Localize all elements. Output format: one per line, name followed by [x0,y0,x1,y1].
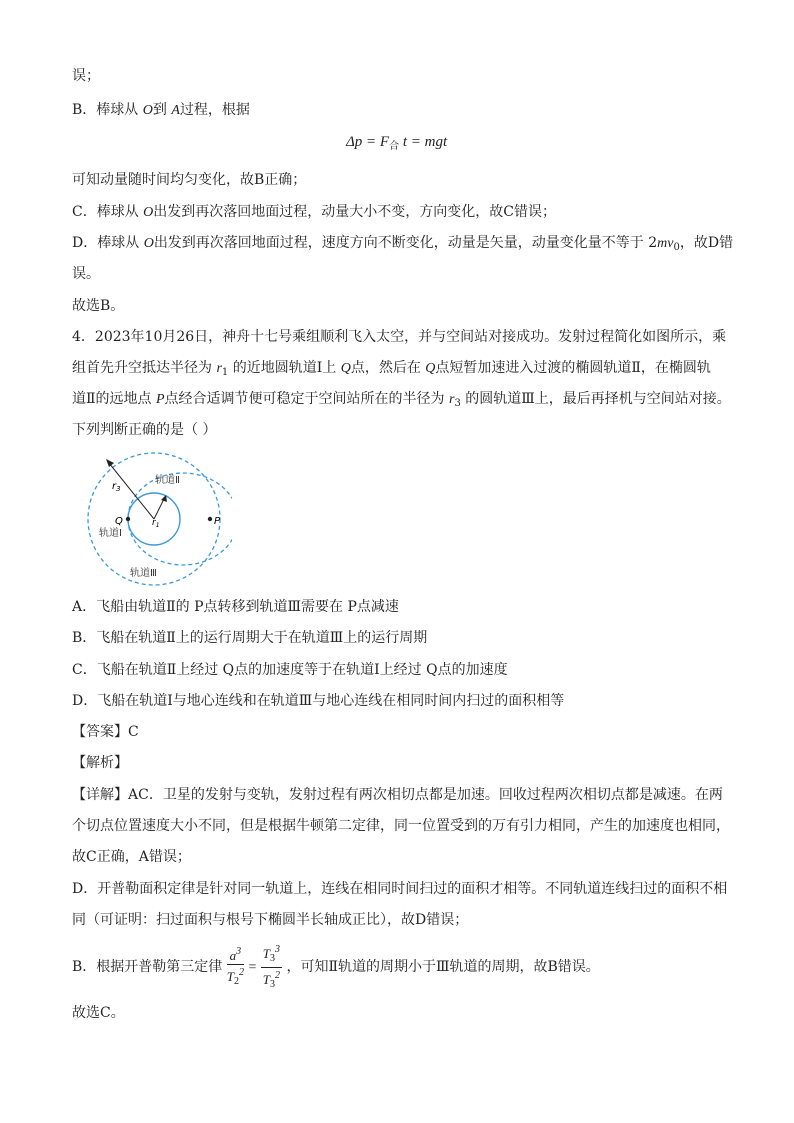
prev-option-d-cont: 误。 [72,266,100,282]
label-q: Q [115,516,123,527]
q4-line4: 下列判断正确的是（ ） [72,422,217,438]
analysis-p3: B．根据开普勒第三定律 $\frac{a^3}{T_2^2}$ = $\frac{T_3^3}{T_3^2}$ ，可知Ⅱ轨道的周期小于Ⅲ轨道的周期，故B错误。 [72,940,600,995]
label-r3: $r_3$ [112,481,121,493]
point-q-dot [126,517,130,521]
orbit-diagram [72,452,232,586]
prev-choose: 故选B。 [72,298,125,314]
q4-line2: 组首先升空抵达半径为 $r_1$ 的近地圆轨道Ⅰ上 Q点，然后在 Q点短暂加速进入过渡的椭圆轨道Ⅱ，在椭圆轨 [72,360,711,378]
r1-arrowhead [161,495,167,502]
r3-arrowhead [106,459,114,467]
answer-value: C [128,724,139,740]
analysis-p1-l2: 个切点位置速度大小不同，但是根据牛顿第二定律，同一位置受到的万有引力相同，产生的加速度也相同， [72,818,730,834]
answer-line [72,722,139,742]
label-r1: $r_1$ [152,518,160,529]
prev-option-c: C．棒球从 O出发到再次落回地面过程，动量大小不变，方向变化，故C错误； [72,204,557,220]
option-d: D．飞船在轨道Ⅰ与地心连线和在轨道Ⅲ与地心连线在相同时间内扫过的面积相等 [72,693,565,709]
label-p: P [214,516,221,527]
analysis-p1-l3: 故C正确，A错误； [72,849,191,865]
label-orbit-1: 轨道Ⅰ [99,528,122,539]
point-p-dot [208,517,212,521]
label-orbit-3: 轨道Ⅲ [130,568,157,579]
analysis-p2-l2: 同（可证明：扫过面积与根号下椭圆半长轴成正比），故D错误； [72,912,469,928]
option-c: C．飞船在轨道Ⅱ上经过 Q点的加速度等于在轨道Ⅰ上经过 Q点的加速度 [72,662,508,678]
q4-line1: 4．2023年10月26日，神舟十七号乘组顺利飞入太空，并与空间站对接成功。发射过程简化如图所示，乘 [72,329,727,345]
answer-tag: 【答案】 [72,724,128,740]
prev-option-d: D．棒球从 O出发到再次落回地面过程，速度方向不断变化，动量是矢量，动量变化量不等于 $2mv_0$，故D错 [72,235,734,253]
r1-radius-arrow [154,499,164,519]
prev-tail: 误； [72,68,100,84]
q4-line3: 道Ⅱ的远地点 P点经合适调节便可稳定于空间站所在的半径为 $r_3$ 的圆轨道Ⅲ上，最后再择机与空间站对接。 [72,391,731,409]
analysis-choose: 故选C。 [72,1005,125,1021]
kepler-fraction-right: $\frac{T_3^3}{T_3^2}$ [262,943,281,990]
option-b: B．飞船在轨道Ⅱ上的运行周期大于在轨道Ⅲ上的运行周期 [72,630,428,646]
option-a: A．飞船由轨道Ⅱ的 P点转移到轨道Ⅲ需要在 P点减速 [72,599,399,615]
label-orbit-2: 轨道Ⅱ [155,475,180,486]
prev-option-b: B．棒球从 O到 A过程，根据 [72,102,250,118]
analysis-p2-l1: D．开普勒面积定律是针对同一轨道上，连线在相同时间扫过的面积才相等。不同轨道连线扫过的面积不相 [72,881,728,897]
prev-b-conclusion: 可知动量随时间均匀变化，故B正确； [72,172,307,188]
analysis-tag: 【解析】 [72,755,128,771]
analysis-p1-l1: 【详解】AC．卫星的发射与变轨，发射过程有两次相切点都是加速。回收过程两次相切点都是减速。在两 [72,787,723,803]
momentum-formula: $\Delta p = F_合$ t = mgt [346,134,448,152]
kepler-fraction-left: $\frac{a^3}{T_2^2}$ [226,946,244,987]
